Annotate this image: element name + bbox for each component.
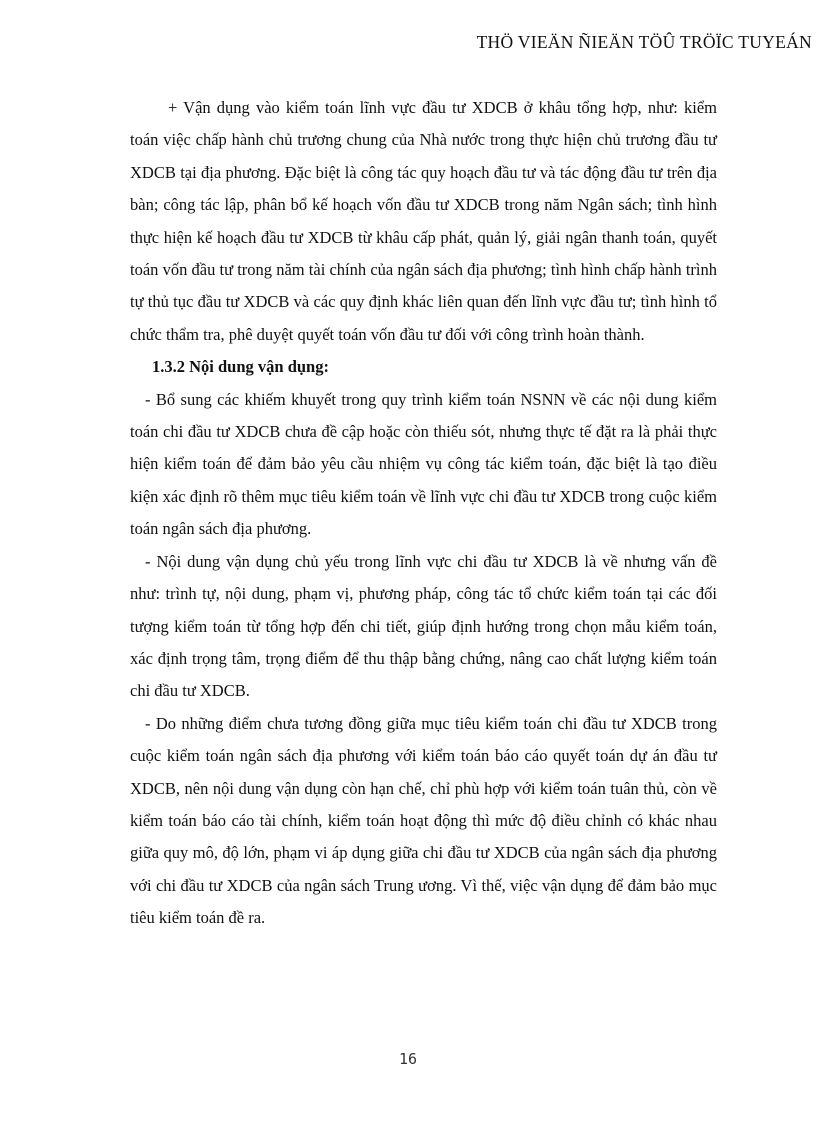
paragraph-3: - Nội dung vận dụng chủ yếu trong lĩnh vực chi đầu tư XDCB là về nhưng vấn đề như: trình tự, nội dung, phạm vị, phương pháp, công tác tổ chức kiểm toán tại các đối tượng kiểm toán từ tổng hợp đến chi tiết, giúp định hướng trong chọn mẫu kiểm toán, xác định trọng tâm, trọng điểm để thu thập bằng chứng, nâng cao chất lượng kiểm toán chi đầu tư XDCB. bbox=[130, 551, 717, 701]
paragraph-2: - Bổ sung các khiếm khuyết trong quy trình kiểm toán NSNN về các nội dung kiểm toán chi đầu tư XDCB chưa đề cập hoặc còn thiếu sót, nhưng thực tế đặt ra là phải thực hiện kiểm toán để đảm bảo yêu cầu nhiệm vụ công tác kiểm toán, đặc biệt là tạo điều kiện xác định rõ thêm mục tiêu kiểm toán về lĩnh vực chi đầu tư XDCB trong cuộc kiểm toán ngân sách địa phương. bbox=[130, 389, 717, 539]
paragraph-1: + Vận dụng vào kiểm toán lĩnh vực đầu tư XDCB ở khâu tổng hợp, như: kiểm toán việc chấp hành chủ trương chung của Nhà nước trong thực hiện chủ trương đầu tư XDCB tại địa phương. Đặc biệt là công tác quy hoạch đầu tư và tác động đầu tư trên địa bàn; công tác lập, phân bổ kế hoạch vốn đầu tư XDCB trong năm Ngân sách; tình hình thực hiện kế hoạch đầu tư XDCB từ khâu cấp phát, quản lý, giải ngân thanh toán, quyết toán vốn đầu tư trong năm tài chính của ngân sách địa phương; tình hình chấp hành trình tự thủ tục đầu tư XDCB và các quy định khác liên quan đến lĩnh vực đầu tư; tình hình tổ chức thẩm tra, phê duyệt quyết toán vốn đầu tư đối với công trình hoàn thành. bbox=[130, 98, 717, 344]
section-heading: 1.3.2 Nội dung vận dụng: bbox=[152, 357, 329, 377]
document-body bbox=[130, 92, 717, 935]
page-number: 16 bbox=[398, 1050, 418, 1068]
paragraph-4: - Do những điểm chưa tương đồng giữa mục tiêu kiểm toán chi đầu tư XDCB trong cuộc kiểm toán ngân sách địa phương với kiểm toán báo cáo quyết toán dự án đầu tư XDCB, nên nội dung vận dụng còn hạn chế, chỉ phù hợp với kiểm toán tuân thủ, còn về kiểm toán báo cáo tài chính, kiểm toán hoạt động thì mức độ điều chỉnh có khác nhau giữa quy mô, độ lớn, phạm vi áp dụng giữa chi đầu tư XDCB của ngân sách địa phương với chi đầu tư XDCB của ngân sách Trung ương. Vì thế, việc vận dụng để đảm bảo mục tiêu kiểm toán đề ra. bbox=[130, 713, 717, 928]
page-header: THÖ VIEÄN ÑIEÄN TÖÛ TRÖÏC TUYEÁN bbox=[476, 32, 812, 52]
